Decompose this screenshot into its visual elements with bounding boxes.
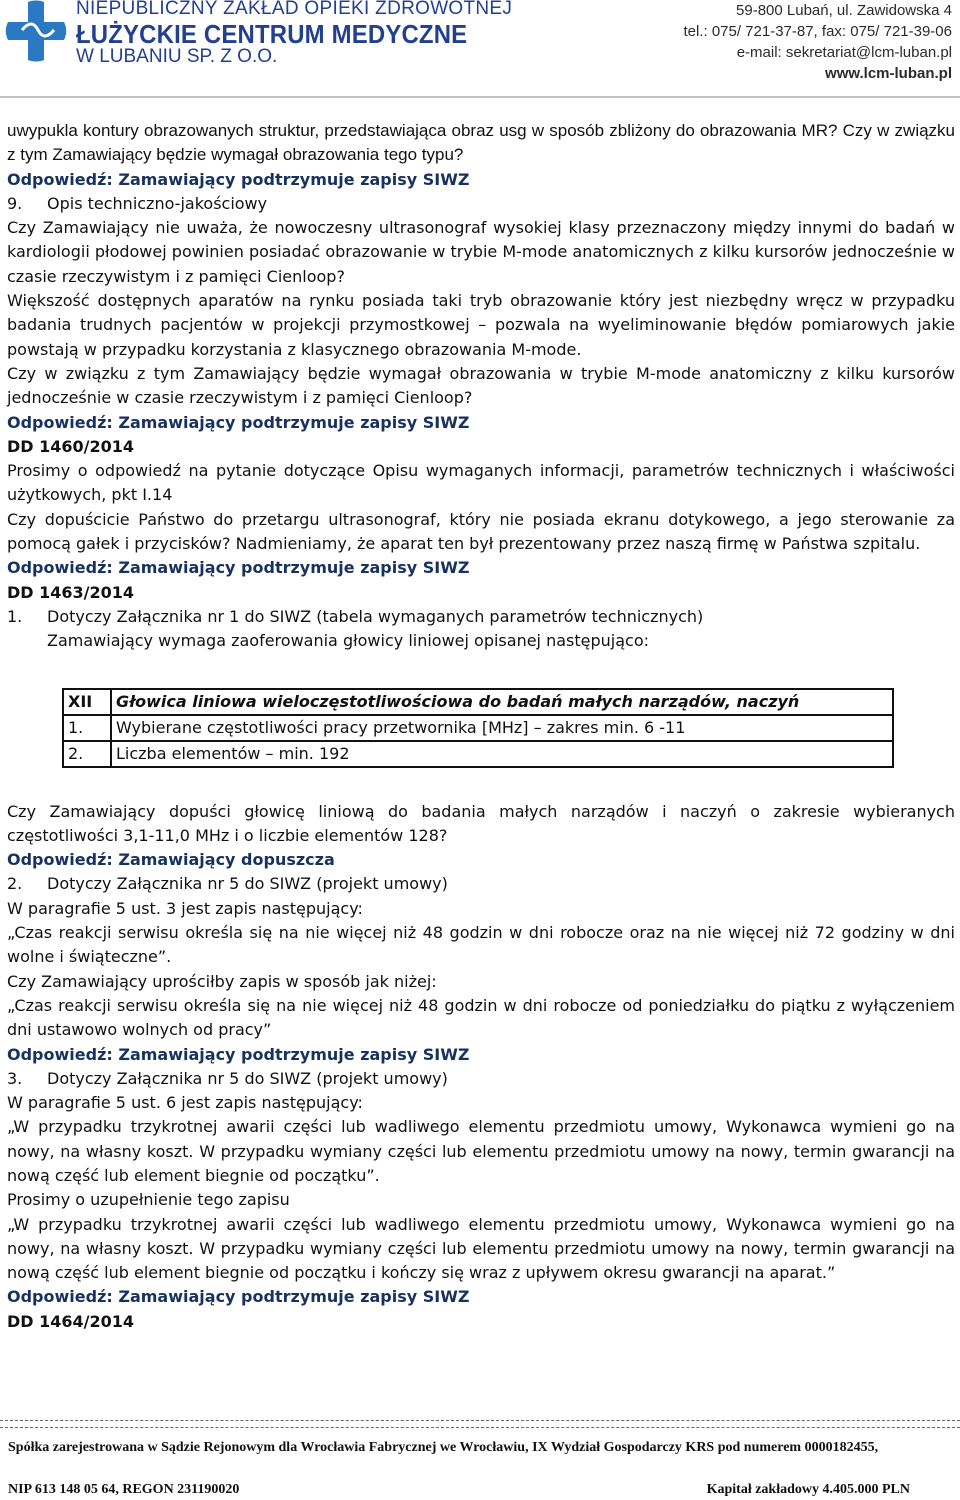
- list-number: 1.: [7, 606, 23, 626]
- list-item-3: [7, 1067, 955, 1091]
- table-cell: 1.: [63, 715, 111, 741]
- section-heading: DD 1464/2014: [7, 1311, 135, 1331]
- answer: Odpowiedź: Zamawiający podtrzymuje zapisy SIWZ: [7, 558, 470, 578]
- paragraph: Większość dostępnych aparatów na rynku posiada taki tryb obrazowanie który jest niezbędny wręcz w przypadku badania trudnych pacjentów w projekcji przymostkowej – pozwala na wyeliminowanie błędów pomiarowych jakie powstają w przypadku korzystania z klasycznego obrazowania M-mode.: [7, 291, 955, 359]
- list-number: 3.: [7, 1068, 23, 1088]
- answer: Odpowiedź: Zamawiający podtrzymuje zapisy SIWZ: [7, 1287, 470, 1307]
- list-title: Opis techniczno-jakościowy: [47, 193, 268, 213]
- table-cell: Głowica liniowa wieloczęstotliwościowa do badań małych narządów, naczyń: [111, 689, 893, 715]
- paragraph: W paragrafie 5 ust. 6 jest zapis następujący:: [7, 1093, 363, 1113]
- quote: „Czas reakcji serwisu określa się na nie więcej niż 48 godzin w dni robocze oraz na nie więcej niż 72 godziny w dni wolne i świąteczne”.: [7, 923, 955, 967]
- document-body: [7, 119, 955, 1334]
- address: 59-800 Lubań, ul. Zawidowska 4: [736, 2, 952, 19]
- list-item-2: [7, 872, 955, 896]
- paragraph: W paragrafie 5 ust. 3 jest zapis następujący:: [7, 898, 363, 918]
- paragraph: Prosimy o uzupełnienie tego zapisu: [7, 1190, 290, 1210]
- org-name-line3: W LUBANIU SP. Z O.O.: [76, 46, 278, 67]
- answer: Odpowiedź: Zamawiający podtrzymuje zapisy SIWZ: [7, 1044, 470, 1064]
- list-text: Dotyczy Załącznika nr 5 do SIWZ (projekt umowy): [47, 1068, 448, 1088]
- medical-cross-logo-icon: [4, 0, 68, 62]
- list-item-9: [7, 192, 955, 216]
- list-number: 2.: [7, 874, 23, 894]
- quote: „Czas reakcji serwisu określa się na nie więcej niż 48 godzin w dni robocze od poniedziałku do piątku z wyłączeniem dni ustawowo wolnych od pracy”: [7, 995, 955, 1040]
- table-header-row: [63, 689, 893, 715]
- org-name-line1: NIEPUBLICZNY ZAKŁAD OPIEKI ZDROWOTNEJ: [76, 0, 513, 19]
- section-heading: DD 1463/2014: [7, 582, 135, 602]
- table-cell: Wybierane częstotliwości pracy przetwornika [MHz] – zakres min. 6 -11: [111, 715, 893, 741]
- footer-capital: Kapitał zakładowy 4.405.000 PLN: [706, 1482, 910, 1497]
- quote: „W przypadku trzykrotnej awarii części lub wadliwego elementu przedmiotu umowy, Wykonawca wymieni go na nowy, na własny koszt. W przypadku wymiany części lub elementu przedmiotu umowy na nowy, termin gwarancji na nową część lub element biegnie od początku i kończy się wraz z upływem okresu gwarancji na aparat.”: [7, 1214, 955, 1283]
- paragraph: uwypukla kontury obrazowanych struktur, przedstawiająca obraz usg w sposób zbliżony do obrazowania MR? Czy w związku z tym Zamawiający będzie wymagał obrazowania tego typu?: [7, 121, 955, 165]
- list-subtext: Zamawiający wymaga zaoferowania głowicy liniowej opisanej następująco:: [47, 631, 650, 651]
- list-number: 9.: [7, 193, 23, 213]
- paragraph: Czy Zamawiający uprościłby zapis w sposób jak niżej:: [7, 971, 437, 991]
- answer: Odpowiedź: Zamawiający podtrzymuje zapisy SIWZ: [7, 412, 470, 432]
- footer-ids: NIP 613 148 05 64, REGON 231190020: [8, 1482, 240, 1497]
- answer: Odpowiedź: Zamawiający podtrzymuje zapisy SIWZ: [7, 169, 470, 189]
- paragraph: Czy w związku z tym Zamawiający będzie wymagał obrazowania w trybie M-mode anatomiczny z kilku kursorów jednocześnie w czasie rzeczywistym i z pamięci Cienloop?: [7, 363, 955, 408]
- letterhead: [0, 0, 960, 94]
- table-cell: XII: [63, 689, 111, 715]
- list-text: Dotyczy Załącznika nr 1 do SIWZ (tabela wymaganych parametrów technicznych): [47, 606, 704, 626]
- quote: „W przypadku trzykrotnej awarii części lub wadliwego elementu przedmiotu umowy, Wykonawca wymieni go na nowy, na własny koszt. W przypadku wymiany części lub elementu przedmiotu umowy na nowy, termin gwarancji na nową część lub element biegnie od początku”.: [7, 1117, 955, 1185]
- header-divider: [0, 96, 960, 98]
- footer-divider: [0, 1420, 960, 1428]
- registration-text: Spółka zarejestrowana w Sądzie Rejonowym dla Wrocławia Fabrycznej we Wrocławiu, IX Wydział Gospodarczy KRS pod numerem: [8, 1440, 802, 1455]
- email: e-mail: sekretariat@lcm-luban.pl: [736, 44, 952, 61]
- table-cell: Liczba elementów – min. 192: [111, 741, 893, 767]
- paragraph: Czy dopuścicie Państwo do przetargu ultrasonograf, który nie posiada ekranu dotykowego, a jego sterowanie za pomocą gałek i przycisków? Nadmieniamy, że aparat ten był prezentowany przez naszą firmę w Państwa szpitalu.: [7, 509, 955, 554]
- spec-table: [62, 688, 894, 768]
- paragraph: Czy Zamawiający dopuści głowicę liniową do badania małych narządów i naczyń o zakresie wybieranych częstotliwości 3,1-11,0 MHz i o liczbie elementów 128?: [7, 801, 955, 845]
- table-cell: 2.: [63, 741, 111, 767]
- paragraph: Prosimy o odpowiedź na pytanie dotyczące Opisu wymaganych informacji, parametrów technicznych i właściwości użytkowych, pkt I.14: [7, 461, 955, 505]
- list-item-1: [7, 605, 955, 629]
- table-row: [63, 741, 893, 767]
- krs-number: 0000182455,: [804, 1440, 879, 1455]
- phone-fax: tel.: 075/ 721-37-87, fax: 075/ 721-39-06: [683, 23, 952, 40]
- section-heading: DD 1460/2014: [7, 436, 135, 456]
- list-text: Dotyczy Załącznika nr 5 do SIWZ (projekt umowy): [47, 874, 448, 894]
- answer: Odpowiedź: Zamawiający dopuszcza: [7, 850, 335, 870]
- table-row: [63, 715, 893, 741]
- paragraph: Czy Zamawiający nie uważa, że nowoczesny ultrasonograf wysokiej klasy przeznaczony między innymi do badań w kardiologii płodowej powinien posiadać obrazowanie w trybie M-mode anatomicznych z kilku kursorów jednocześnie w czasie rzeczywistym i z pamięci Cienloop?: [7, 218, 955, 286]
- footer-registration: [8, 1440, 878, 1456]
- org-name-line2: ŁUŻYCKIE CENTRUM MEDYCZNE: [76, 19, 468, 49]
- website: www.lcm-luban.pl: [825, 65, 952, 82]
